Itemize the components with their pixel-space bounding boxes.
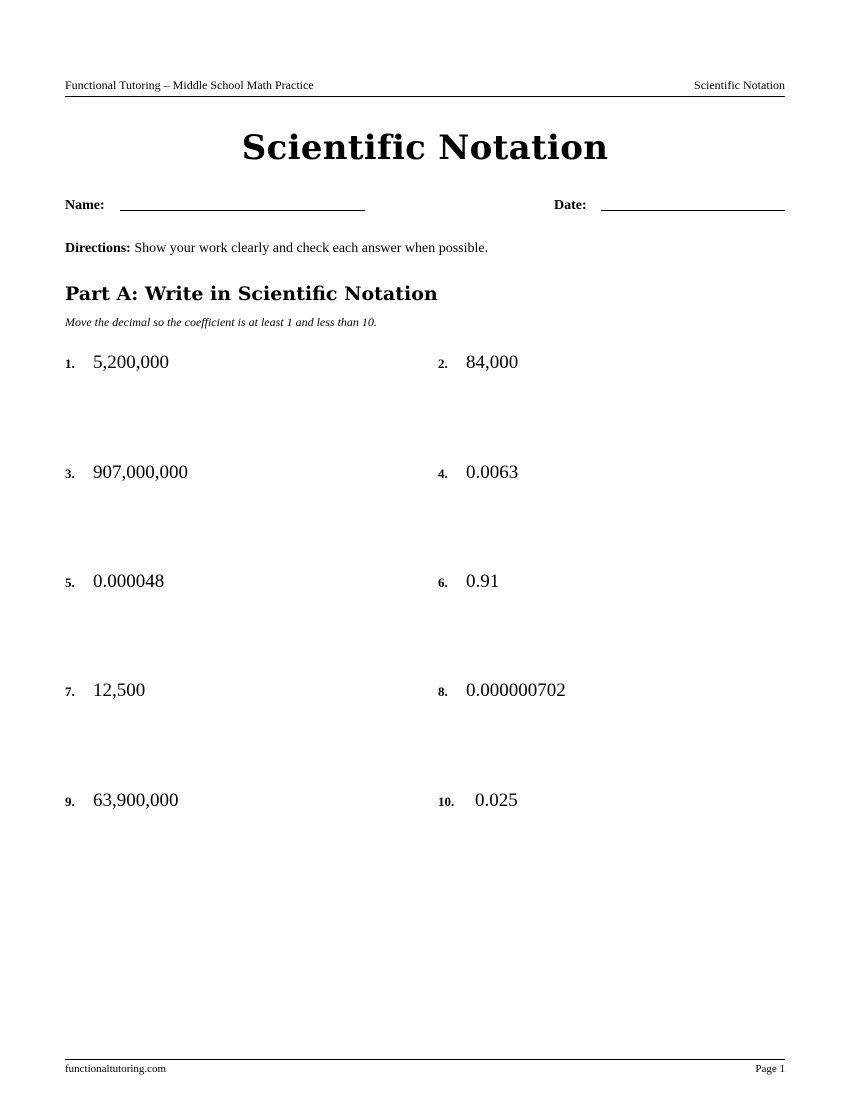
page-footer bbox=[65, 1059, 785, 1075]
date-label: Date: bbox=[554, 198, 587, 213]
problem-item bbox=[438, 680, 566, 704]
problem-number: 9. bbox=[65, 794, 75, 809]
worksheet-page bbox=[65, 0, 785, 1100]
problem-item bbox=[65, 571, 164, 595]
problem-item bbox=[438, 462, 518, 486]
problem-number: 4. bbox=[438, 466, 448, 481]
problem-number: 8. bbox=[438, 684, 448, 699]
problem-value: 0.000048 bbox=[93, 571, 165, 592]
problem-value: 84,000 bbox=[466, 352, 519, 373]
problem-number: 7. bbox=[65, 684, 75, 699]
problem-value: 12,500 bbox=[93, 680, 146, 701]
problem-item bbox=[65, 352, 169, 376]
problem-number: 10. bbox=[438, 794, 455, 809]
problem-item bbox=[438, 571, 499, 595]
problem-item bbox=[65, 680, 145, 704]
header-right-text: Scientific Notation bbox=[694, 78, 785, 92]
problem-item bbox=[438, 790, 518, 814]
problem-value: 5,200,000 bbox=[93, 352, 169, 373]
directions-text: Show your work clearly and check each answer when possible. bbox=[134, 241, 489, 256]
name-field[interactable] bbox=[120, 210, 365, 211]
name-label: Name: bbox=[65, 198, 105, 213]
directions bbox=[65, 241, 785, 257]
problem-item bbox=[65, 790, 179, 814]
date-field[interactable] bbox=[601, 210, 785, 211]
part-a-note: Move the decimal so the coefficient is at least 1 and less than 10. bbox=[65, 315, 377, 329]
part-a-heading: Part A: Write in Scientific Notation bbox=[65, 283, 438, 305]
name-date-row bbox=[65, 198, 785, 218]
directions-label: Directions: bbox=[65, 241, 131, 256]
problem-number: 6. bbox=[438, 575, 448, 590]
problem-number: 1. bbox=[65, 356, 75, 371]
problem-value: 0.0063 bbox=[466, 462, 519, 483]
page-title: Scientific Notation bbox=[241, 128, 609, 168]
header-left-text: Functional Tutoring – Middle School Math Practice bbox=[65, 78, 314, 92]
problem-value: 0.91 bbox=[466, 571, 500, 592]
problem-value: 907,000,000 bbox=[93, 462, 188, 483]
problem-item bbox=[438, 352, 518, 376]
page-header bbox=[65, 78, 785, 97]
problem-item bbox=[65, 462, 188, 486]
problem-value: 0.000000702 bbox=[466, 680, 566, 701]
problem-number: 2. bbox=[438, 356, 448, 371]
footer-site-link[interactable]: functionaltutoring.com bbox=[65, 1063, 167, 1075]
problem-number: 3. bbox=[65, 466, 75, 481]
problem-number: 5. bbox=[65, 575, 75, 590]
problem-value: 63,900,000 bbox=[93, 790, 179, 811]
footer-page-number: Page 1 bbox=[755, 1063, 785, 1075]
problem-value: 0.025 bbox=[475, 790, 518, 811]
